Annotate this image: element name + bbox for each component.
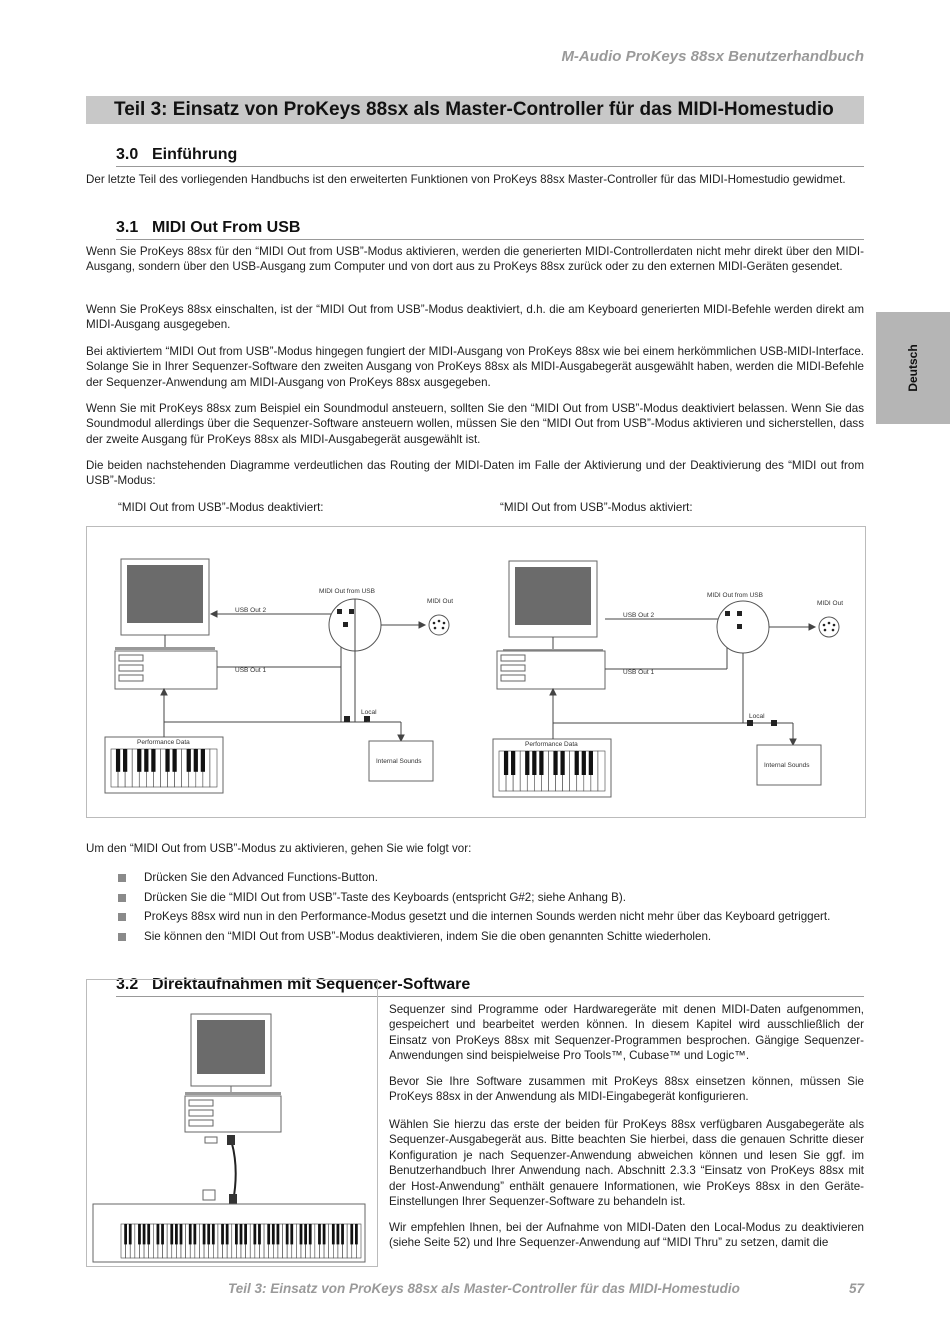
diagram-caption-right: “MIDI Out from USB”-Modus aktiviert:	[500, 501, 693, 514]
black-key	[165, 749, 169, 772]
black-key	[272, 1224, 275, 1244]
black-key	[212, 1224, 215, 1244]
language-tab-label: Deutsch	[906, 344, 920, 392]
black-key	[258, 1224, 261, 1244]
label-internal-sounds: Internal Sounds	[376, 758, 422, 765]
black-key	[253, 1224, 256, 1244]
black-key	[180, 1224, 183, 1244]
paragraph: Wenn Sie mit ProKeys 88sx zum Beispiel ein Soundmodul ansteuern, sollten Sie den “MIDI Out from USB”-Modus deaktiviert belassen. Wenn Sie das Soundmodul allerdings über die Sequenzer-Software ansteuern wollen, müssen Sie den “MIDI Out from USB”-Modus aktivieren und sicherstellen, dass der zweite Ausgang für ProKeys 88sx als MIDI-Ausgabegerät ausgewählt ist.	[86, 402, 864, 446]
white-key	[598, 751, 605, 791]
running-header: M-Audio ProKeys 88sx Benutzerhandbuch	[561, 48, 864, 65]
label-usb-out-1: USB Out 1	[623, 669, 655, 676]
white-key	[210, 749, 217, 787]
black-key	[151, 749, 155, 772]
list-item-text: Drücken Sie den Advanced Functions-Button.	[144, 871, 378, 884]
black-key	[187, 749, 191, 772]
black-key	[290, 1224, 293, 1244]
black-key	[277, 1224, 280, 1244]
list-item	[118, 888, 864, 908]
label-usb-out-2: USB Out 2	[235, 607, 267, 614]
keyboard-keys-88	[121, 1224, 361, 1258]
paragraph: Bei aktiviertem “MIDI Out from USB”-Modus hingegen fungiert der MIDI-Ausgang von ProKeys 88sx wie bei einem herkömmlichen USB-MIDI-Interface. Solange Sie in Ihrer Sequenzer-Software den zweiten Ausgang von ProKeys 88sx als MIDI-Ausgabegerät ausgewählt haben, werden die MIDI-Befehle der Sequenzer-Anwendung am MIDI-Ausgang von ProKeys 88sx ausgegeben.	[86, 345, 864, 389]
black-key	[355, 1224, 358, 1244]
black-key	[221, 1224, 224, 1244]
black-key	[286, 1224, 289, 1244]
black-key	[147, 1224, 150, 1244]
bullet-square-icon	[118, 933, 126, 941]
bullet-square-icon	[118, 913, 126, 921]
routing-diagram	[86, 526, 866, 818]
black-key	[304, 1224, 307, 1244]
black-key	[143, 1224, 146, 1244]
black-key	[161, 1224, 164, 1244]
paragraph: Wenn Sie ProKeys 88sx für den “MIDI Out from USB”-Modus aktivieren, werden die generierten MIDI-Controllerdaten nicht mehr direkt über den MIDI-Ausgang, sondern über den USB-Ausgang zum Computer und von dort aus zu ProKeys 88sx zurück oder zu den externen MIDI-Geräten gesendet.	[86, 245, 864, 274]
list-item-text: Drücken Sie die “MIDI Out from USB”-Taste des Keyboards (entspricht G#2; siehe Anhang B).	[144, 890, 626, 904]
paragraph: Wählen Sie hierzu das erste der beiden für ProKeys 88sx verfügbaren Ausgabegeräte als Sequenzer-Ausgabegerät aus. Bitte beachten Sie hierbei, dass die genauen Schritte dieser Konfiguration je nach Sequenzer-Anwendung abweichen können und lesen Sie ggf. im Benutzerhandbuch Ihrer Anwendung nach. Abschnitt 2.3.3 “Einsatz von ProKeys 88sx mit der Host-Anwendung” enthält genauere Informationen, wie ProKeys 88sx in den Geräte-Einstellungen Ihrer Sequenzer-Software zu behandeln ist.	[389, 1118, 864, 1209]
paragraph: Bevor Sie Ihre Software zusammen mit ProKeys 88sx einsetzen können, müssen Sie ProKeys 88sx in der Anwendung als MIDI-Eingabegerät konfigurieren.	[389, 1075, 864, 1104]
list-item	[118, 868, 864, 888]
keyboard-keys-right	[499, 751, 605, 791]
howto-intro: Um den “MIDI Out from USB”-Modus zu aktivieren, gehen Sie wie folgt vor:	[86, 842, 472, 855]
usb-port-icon	[205, 1137, 217, 1143]
label-local: Local	[749, 713, 765, 720]
black-key	[240, 1224, 243, 1244]
black-key	[157, 1224, 160, 1244]
black-key	[532, 751, 536, 775]
setup-illustration	[86, 979, 378, 1267]
page-number: 57	[848, 1281, 864, 1296]
black-key	[525, 751, 529, 775]
black-key	[193, 1224, 196, 1244]
black-key	[350, 1224, 353, 1244]
label-midi-out-from-usb: MIDI Out from USB	[707, 592, 763, 599]
usb-port-icon	[203, 1190, 215, 1200]
keyboard-keys-left	[111, 749, 217, 787]
black-key	[144, 749, 148, 772]
black-key	[123, 749, 127, 772]
paragraph: Sequenzer sind Programme oder Hardwaregeräte mit denen MIDI-Daten aufgenommen, gespeichert und bearbeitet werden können. In diesem Kapitel wird ausschließlich der Einsatz von ProKeys 88sx mit Sequenzer-Programmen besprochen. Gängige Sequenzer-Anwendungen sind beispielweise Pro Tools™, Cubase™ und Logic™.	[389, 1003, 864, 1063]
black-key	[189, 1224, 192, 1244]
black-key	[553, 751, 557, 775]
chapter-title: Teil 3: Einsatz von ProKeys 88sx als Master-Controller für das MIDI-Homestudio	[114, 99, 834, 120]
black-key	[226, 1224, 229, 1244]
bullet-square-icon	[118, 894, 126, 902]
black-key	[138, 1224, 141, 1244]
section-number: 3.1	[116, 219, 139, 236]
bullet-square-icon	[118, 874, 126, 882]
section-number: 3.2	[116, 976, 139, 993]
label-midi-out-from-usb: MIDI Out from USB	[319, 588, 375, 595]
black-key	[170, 1224, 173, 1244]
section-title: Einführung	[152, 146, 238, 163]
intro-paragraph: Der letzte Teil des vorliegenden Handbuchs ist den erweiterten Funktionen von ProKeys 88sx Master-Controller für das MIDI-Homestudio gewidmet.	[86, 173, 846, 186]
black-key	[511, 751, 515, 775]
list-item	[118, 907, 864, 927]
black-key	[560, 751, 564, 775]
section-title: MIDI Out From USB	[152, 219, 301, 236]
black-key	[175, 1224, 178, 1244]
diagram-caption-left: “MIDI Out from USB”-Modus deaktiviert:	[118, 501, 324, 514]
list-item-text: ProKeys 88sx wird nun in den Performance-Modus gesetzt und die internen Sounds werden nicht mehr über das Keyboard getriggert.	[144, 910, 831, 923]
label-midi-out: MIDI Out	[427, 598, 454, 605]
label-midi-out: MIDI Out	[817, 600, 844, 607]
black-key	[575, 751, 579, 775]
black-key	[124, 1224, 127, 1244]
midi-out-port-icon	[429, 615, 449, 635]
list-item	[118, 927, 864, 947]
black-key	[323, 1224, 326, 1244]
black-key	[589, 751, 593, 775]
setup-illustration-svg	[87, 980, 377, 1266]
black-key	[137, 749, 141, 772]
black-key	[129, 1224, 132, 1244]
instruction-list	[118, 868, 864, 946]
black-key	[337, 1224, 340, 1244]
section-title: Direktaufnahmen mit Sequencer-Software	[152, 976, 471, 993]
language-tab	[876, 312, 950, 424]
midi-out-from-usb-switch	[717, 601, 769, 653]
label-internal-sounds: Internal Sounds	[764, 762, 810, 769]
black-key	[539, 751, 543, 775]
paragraph: Die beiden nachstehenden Diagramme verdeutlichen das Routing der MIDI-Daten im Falle der Aktivierung und der Deaktivierung des “MIDI out from USB”-Modus:	[86, 459, 864, 488]
black-key	[201, 749, 205, 772]
label-usb-out-1: USB Out 1	[235, 667, 267, 674]
black-key	[267, 1224, 270, 1244]
label-performance-data: Performance Data	[137, 739, 190, 746]
list-item-text: Sie können den “MIDI Out from USB”-Modus deaktivieren, indem Sie die oben genannten Schitte wiederholen.	[144, 929, 712, 943]
black-key	[504, 751, 508, 775]
black-key	[235, 1224, 238, 1244]
black-key	[318, 1224, 321, 1244]
black-key	[582, 751, 586, 775]
black-key	[203, 1224, 206, 1244]
paragraph: Wir empfehlen Ihnen, bei der Aufnahme von MIDI-Daten den Local-Modus zu deaktivieren (siehe Seite 52) und Ihre Sequenzer-Anwendung auf “MIDI Thru” zu setzen, damit die	[389, 1221, 864, 1250]
black-key	[244, 1224, 247, 1244]
section-heading-3-1	[116, 219, 864, 240]
usb-cable	[231, 1140, 236, 1202]
midi-out-port-icon	[819, 617, 839, 637]
black-key	[116, 749, 120, 772]
section-number: 3.0	[116, 146, 139, 163]
black-key	[300, 1224, 303, 1244]
chapter-title-bar	[86, 96, 864, 124]
label-local: Local	[361, 709, 377, 716]
section-heading-3-0	[116, 146, 864, 167]
black-key	[172, 749, 176, 772]
running-footer: Teil 3: Einsatz von ProKeys 88sx als Master-Controller für das MIDI-Homestudio	[228, 1281, 740, 1296]
black-key	[194, 749, 198, 772]
label-performance-data: Performance Data	[525, 741, 578, 748]
black-key	[332, 1224, 335, 1244]
routing-diagram-svg	[87, 527, 865, 817]
paragraph: Wenn Sie ProKeys 88sx einschalten, ist der “MIDI Out from USB”-Modus deaktiviert, d.h. die am Keyboard generierten MIDI-Befehle werden direkt am MIDI-Ausgang ausgegeben.	[86, 303, 864, 332]
label-usb-out-2: USB Out 2	[623, 612, 655, 619]
black-key	[309, 1224, 312, 1244]
black-key	[341, 1224, 344, 1244]
black-key	[207, 1224, 210, 1244]
